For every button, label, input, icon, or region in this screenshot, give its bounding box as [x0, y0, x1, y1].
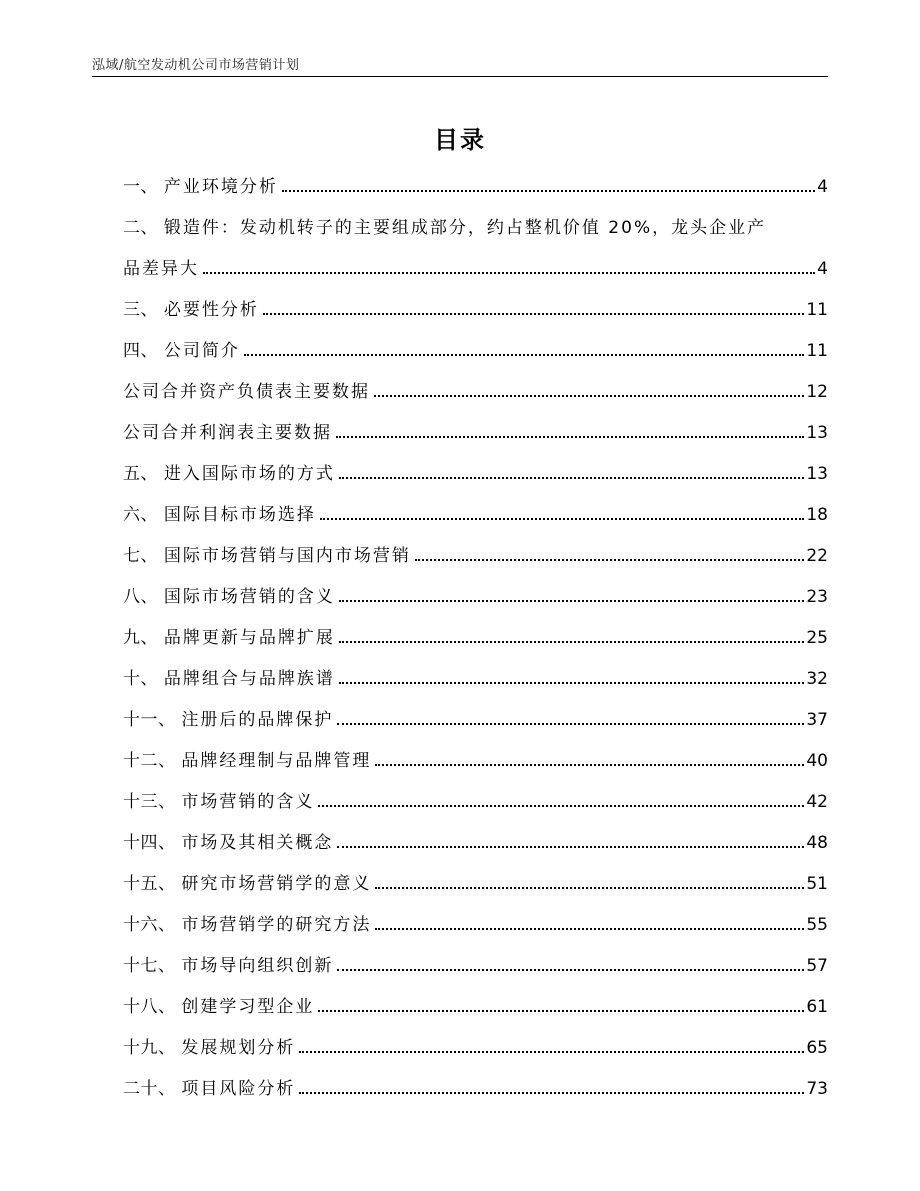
- toc-entry-page: 61: [806, 997, 828, 1017]
- dot-leader: [339, 682, 804, 684]
- toc-entry-number: 十、: [123, 669, 164, 689]
- toc-entry-title: 公司简介: [163, 341, 240, 361]
- toc-entry-title: 项目风险分析: [181, 1079, 296, 1099]
- toc-entry-title: 研究市场营销学的意义: [181, 874, 372, 894]
- toc-entry-number: 三、: [123, 300, 164, 320]
- toc-entry-title: 公司合并利润表主要数据: [123, 423, 332, 443]
- toc-entry[interactable]: [123, 454, 828, 495]
- toc-entry[interactable]: [123, 659, 828, 700]
- toc-entry-title: 必要性分析: [163, 300, 259, 320]
- toc-entry-number: 八、: [123, 587, 164, 607]
- toc-entry[interactable]: [123, 413, 828, 454]
- toc-entry-page: 13: [806, 464, 828, 484]
- toc-entry[interactable]: [123, 290, 828, 331]
- toc-entry-title: 发展规划分析: [181, 1038, 296, 1058]
- toc-entry-page: 32: [806, 669, 828, 689]
- toc-entry-title: 公司合并资产负债表主要数据: [123, 382, 370, 402]
- toc-entry-page: 51: [806, 874, 828, 894]
- toc-entry-number: 二、: [123, 218, 164, 238]
- toc-entry[interactable]: [123, 536, 828, 577]
- toc-entry[interactable]: [123, 823, 828, 864]
- toc-entry-title: 市场导向组织创新: [181, 956, 334, 976]
- toc-entry[interactable]: [123, 946, 828, 987]
- toc-entry-title: 品牌经理制与品牌管理: [181, 751, 372, 771]
- toc-entry-page: 25: [806, 628, 828, 648]
- toc-entry-title-line1: 锻造件：发动机转子的主要组成部分，约占整机价值 20%，龙头企业产: [163, 218, 767, 238]
- toc-entry-number: 十六、: [123, 915, 182, 935]
- dot-leader: [339, 600, 804, 602]
- toc-entry-page: 55: [806, 915, 828, 935]
- page-title: 目录: [434, 126, 486, 154]
- dot-leader: [337, 969, 804, 971]
- toc-entry-title: 注册后的品牌保护: [181, 710, 334, 730]
- dot-leader: [244, 354, 804, 356]
- toc-entry-page: 65: [806, 1038, 828, 1058]
- dot-leader: [337, 846, 804, 848]
- toc-entry-title: 进入国际市场的方式: [163, 464, 335, 484]
- toc-entry[interactable]: [123, 1069, 828, 1110]
- header-rule: [92, 76, 828, 77]
- toc-entry-number: 十二、: [123, 751, 182, 771]
- toc-entry-number: 十一、: [123, 710, 182, 730]
- dot-leader: [374, 395, 804, 397]
- toc-entry-number: 四、: [123, 341, 164, 361]
- toc-entry-number: 十三、: [123, 792, 182, 812]
- toc-entry-page: 12: [806, 382, 828, 402]
- running-header: 泓域/航空发动机公司市场营销计划: [92, 58, 300, 73]
- table-of-contents: [123, 167, 828, 1110]
- dot-leader: [375, 887, 804, 889]
- dot-leader: [299, 1051, 804, 1053]
- toc-entry[interactable]: [123, 905, 828, 946]
- toc-entry-page: 73: [806, 1079, 828, 1099]
- toc-entry-number: 十四、: [123, 833, 182, 853]
- toc-entry-page: 4: [817, 259, 828, 279]
- toc-entry[interactable]: [123, 372, 828, 413]
- toc-entry-page: 22: [806, 546, 828, 566]
- toc-entry[interactable]: [123, 577, 828, 618]
- toc-entry-title: 国际市场营销与国内市场营销: [163, 546, 411, 566]
- toc-entry[interactable]: [123, 331, 828, 372]
- toc-entry[interactable]: [123, 208, 828, 290]
- dot-leader: [339, 641, 804, 643]
- toc-entry-page: 4: [817, 177, 828, 197]
- toc-entry-page: 48: [806, 833, 828, 853]
- toc-entry[interactable]: [123, 864, 828, 905]
- dot-leader: [415, 559, 804, 561]
- toc-entry-number: 十七、: [123, 956, 182, 976]
- toc-entry[interactable]: [123, 741, 828, 782]
- dot-leader: [203, 272, 815, 274]
- dot-leader: [336, 436, 804, 438]
- toc-entry-title: 产业环境分析: [163, 177, 278, 197]
- toc-entry-page: 11: [806, 341, 828, 361]
- toc-entry-number: 九、: [123, 628, 164, 648]
- toc-entry-page: 37: [806, 710, 828, 730]
- toc-entry[interactable]: [123, 618, 828, 659]
- toc-entry-title: 品牌更新与品牌扩展: [163, 628, 335, 648]
- toc-entry-number: 五、: [123, 464, 164, 484]
- toc-entry-title: 品牌组合与品牌族谱: [163, 669, 335, 689]
- toc-entry-title: 市场营销的含义: [181, 792, 315, 812]
- toc-entry-number: 十九、: [123, 1038, 182, 1058]
- dot-leader: [320, 518, 804, 520]
- dot-leader: [375, 764, 804, 766]
- toc-entry[interactable]: [123, 782, 828, 823]
- dot-leader: [318, 805, 804, 807]
- toc-entry-number: 六、: [123, 505, 164, 525]
- toc-entry[interactable]: [123, 700, 828, 741]
- toc-entry[interactable]: [123, 1028, 828, 1069]
- toc-entry-title: 市场及其相关概念: [181, 833, 334, 853]
- toc-entry-title: 市场营销学的研究方法: [181, 915, 372, 935]
- toc-entry-page: 11: [806, 300, 828, 320]
- toc-entry-number: 十八、: [123, 997, 182, 1017]
- toc-entry-title: 国际市场营销的含义: [163, 587, 335, 607]
- toc-entry[interactable]: [123, 167, 828, 208]
- toc-entry-page: 13: [806, 423, 828, 443]
- dot-leader: [282, 190, 815, 192]
- toc-entry-page: 57: [806, 956, 828, 976]
- dot-leader: [299, 1092, 804, 1094]
- toc-entry-number: 一、: [123, 177, 164, 197]
- toc-entry-number: 七、: [123, 546, 164, 566]
- dot-leader: [263, 313, 804, 315]
- toc-entry-title: 创建学习型企业: [181, 997, 315, 1017]
- dot-leader: [318, 1010, 804, 1012]
- toc-entry-title-line2: 品差异大: [123, 259, 199, 279]
- toc-entry-page: 40: [806, 751, 828, 771]
- toc-entry-page: 23: [806, 587, 828, 607]
- toc-entry-number: 十五、: [123, 874, 182, 894]
- dot-leader: [337, 723, 804, 725]
- toc-entry-number: 二十、: [123, 1079, 182, 1099]
- dot-leader: [339, 477, 804, 479]
- toc-entry[interactable]: [123, 987, 828, 1028]
- dot-leader: [375, 928, 804, 930]
- toc-entry-title: 国际目标市场选择: [163, 505, 316, 525]
- toc-entry-page: 18: [806, 505, 828, 525]
- toc-entry-page: 42: [806, 792, 828, 812]
- toc-entry[interactable]: [123, 495, 828, 536]
